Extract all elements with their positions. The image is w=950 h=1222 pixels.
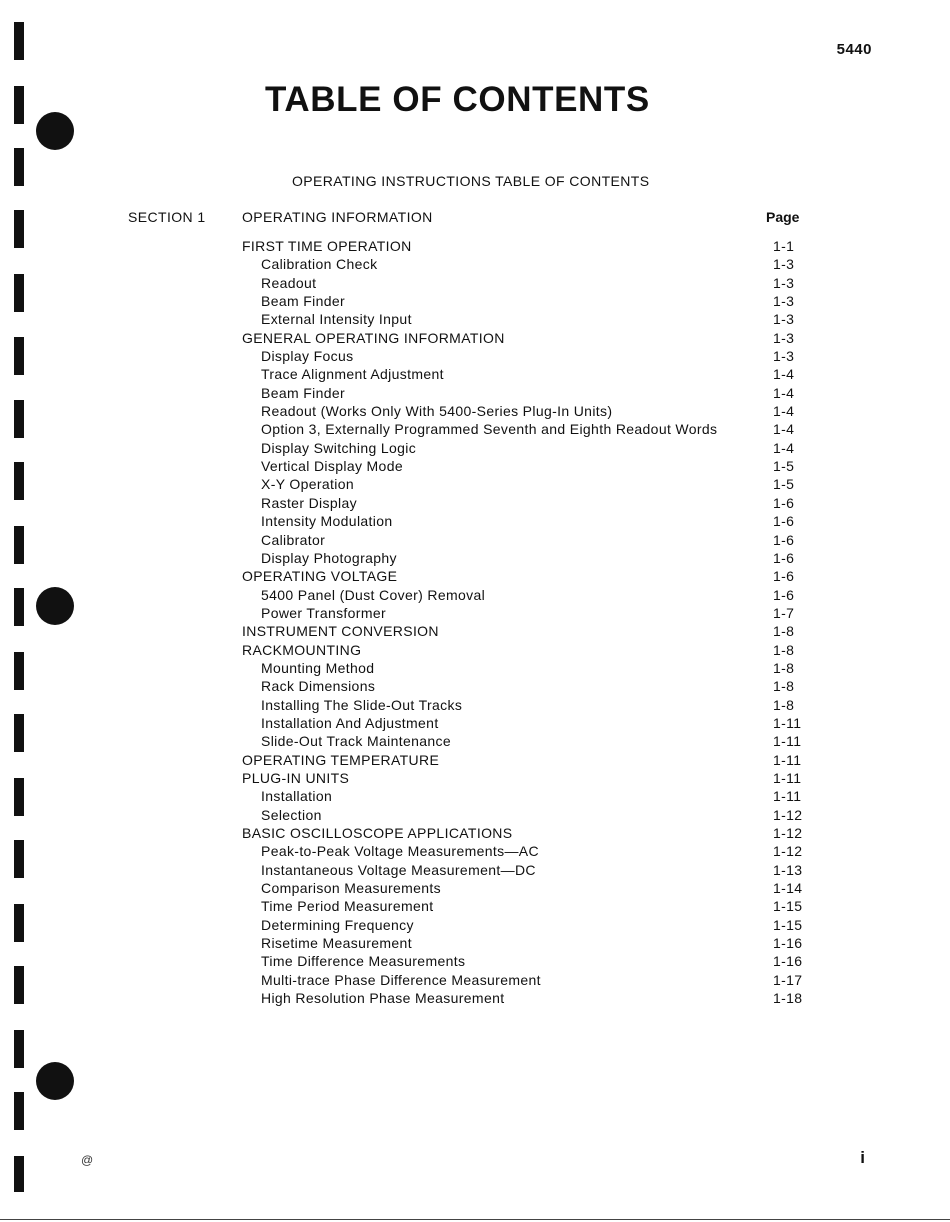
toc-entry-title: Beam Finder xyxy=(261,384,345,401)
toc-entry-title: Display Switching Logic xyxy=(261,439,417,456)
toc-entry xyxy=(242,457,802,475)
toc-entry-page: 1-7 xyxy=(773,604,795,621)
toc-entry-title: Installing The Slide-Out Tracks xyxy=(261,696,463,713)
page-subtitle: OPERATING INSTRUCTIONS TABLE OF CONTENTS xyxy=(292,173,650,189)
toc-entry-page: 1-13 xyxy=(773,861,803,878)
binder-mark xyxy=(14,22,24,60)
toc-entry xyxy=(242,861,802,879)
toc-entry-title: GENERAL OPERATING INFORMATION xyxy=(242,329,505,346)
toc-entry xyxy=(242,622,802,640)
binder-mark xyxy=(14,86,24,124)
toc-list xyxy=(242,237,802,1007)
toc-entry-page: 1-16 xyxy=(773,953,803,970)
toc-entry-page: 1-11 xyxy=(773,733,802,750)
toc-entry-page: 1-8 xyxy=(773,641,795,658)
toc-entry xyxy=(242,879,802,897)
toc-entry-title: Determining Frequency xyxy=(261,916,414,933)
toc-entry xyxy=(242,971,802,989)
toc-entry-page: 1-8 xyxy=(773,623,795,640)
toc-entry-title: Time Period Measurement xyxy=(261,898,434,915)
toc-entry-title: Display Photography xyxy=(261,549,397,566)
binder-mark xyxy=(14,1030,24,1068)
bottom-rule xyxy=(0,1219,950,1220)
binder-mark xyxy=(14,526,24,564)
toc-entry-page: 1-3 xyxy=(773,274,795,291)
toc-entry-title: OPERATING VOLTAGE xyxy=(242,568,398,585)
toc-entry-page: 1-4 xyxy=(773,421,795,438)
toc-entry xyxy=(242,604,802,622)
toc-entry xyxy=(242,420,802,438)
toc-entry xyxy=(242,549,802,567)
toc-entry xyxy=(242,512,802,530)
binder-mark xyxy=(14,1092,24,1130)
toc-entry xyxy=(242,897,802,915)
toc-entry-page: 1-1 xyxy=(773,238,795,254)
toc-entry-page: 1-4 xyxy=(773,439,795,456)
toc-entry-page: 1-3 xyxy=(773,293,795,310)
toc-entry-title: BASIC OSCILLOSCOPE APPLICATIONS xyxy=(242,825,513,841)
toc-entry-page: 1-12 xyxy=(773,825,803,841)
toc-entry xyxy=(242,696,802,714)
toc-entry xyxy=(242,824,802,842)
toc-entry-title: Raster Display xyxy=(261,494,357,511)
binder-mark xyxy=(14,652,24,690)
toc-entry-title: Trace Alignment Adjustment xyxy=(261,366,444,383)
toc-entry-page: 1-3 xyxy=(773,256,795,273)
punch-hole xyxy=(36,1062,74,1100)
toc-entry xyxy=(242,494,802,512)
toc-entry-page: 1-15 xyxy=(773,898,803,915)
toc-entry-title: X-Y Operation xyxy=(261,476,355,493)
punch-hole xyxy=(36,112,74,150)
binder-mark xyxy=(14,462,24,500)
toc-entry-page: 1-16 xyxy=(773,935,803,952)
toc-entry xyxy=(242,769,802,787)
toc-entry-title: Installation xyxy=(261,788,333,805)
toc-entry-page: 1-5 xyxy=(773,458,795,475)
toc-entry-title: Beam Finder xyxy=(261,293,345,310)
toc-entry xyxy=(242,384,802,402)
toc-entry xyxy=(242,787,802,805)
toc-entry-title: Intensity Modulation xyxy=(261,513,393,530)
toc-entry xyxy=(242,806,802,824)
toc-entry-title: Power Transformer xyxy=(261,604,386,621)
binder-mark xyxy=(14,274,24,312)
toc-entry xyxy=(242,659,802,677)
toc-entry xyxy=(242,439,802,457)
toc-entry-page: 1-4 xyxy=(773,403,795,420)
binder-mark xyxy=(14,400,24,438)
binder-mark xyxy=(14,588,24,626)
toc-entry-page: 1-15 xyxy=(773,916,803,933)
toc-entry xyxy=(242,274,802,292)
toc-entry-title: Option 3, Externally Programmed Seventh and Eighth Readout Words xyxy=(261,421,718,438)
toc-entry-title: INSTRUMENT CONVERSION xyxy=(242,623,439,640)
binder-mark xyxy=(14,840,24,878)
toc-entry xyxy=(242,475,802,493)
toc-entry-title: Multi-trace Phase Difference Measurement xyxy=(261,971,541,988)
toc-entry-page: 1-11 xyxy=(773,769,802,786)
toc-entry xyxy=(242,310,802,328)
toc-entry-title: Risetime Measurement xyxy=(261,935,412,952)
toc-entry-page: 1-6 xyxy=(773,549,795,566)
toc-entry-title: High Resolution Phase Measurement xyxy=(261,990,505,1007)
toc-entry xyxy=(242,641,802,659)
binder-mark xyxy=(14,904,24,942)
toc-entry-title: Comparison Measurements xyxy=(261,880,442,897)
toc-entry-page: 1-4 xyxy=(773,384,795,401)
toc-entry xyxy=(242,916,802,934)
toc-entry-title: RACKMOUNTING xyxy=(242,641,362,658)
binder-mark xyxy=(14,714,24,752)
binder-mark xyxy=(14,778,24,816)
toc-entry-page: 1-8 xyxy=(773,659,795,676)
binder-mark xyxy=(14,1156,24,1192)
punch-hole xyxy=(36,587,74,625)
toc-entry-title: 5400 Panel (Dust Cover) Removal xyxy=(261,586,486,603)
binder-mark xyxy=(14,148,24,186)
section-title: OPERATING INFORMATION xyxy=(242,209,433,225)
toc-entry-page: 1-6 xyxy=(773,531,795,548)
toc-entry-page: 1-14 xyxy=(773,880,803,897)
toc-entry-page: 1-12 xyxy=(773,806,803,823)
toc-entry-title: Mounting Method xyxy=(261,659,375,676)
toc-entry-page: 1-17 xyxy=(773,971,803,988)
toc-entry xyxy=(242,237,802,255)
toc-entry-page: 1-6 xyxy=(773,586,795,603)
toc-entry-page: 1-3 xyxy=(773,329,795,346)
toc-entry-title: Calibration Check xyxy=(261,256,378,273)
model-number: 5440 xyxy=(836,41,872,58)
toc-entry xyxy=(242,531,802,549)
binder-mark xyxy=(14,966,24,1004)
toc-entry-page: 1-3 xyxy=(773,311,795,328)
toc-entry-page: 1-12 xyxy=(773,843,803,860)
binder-mark xyxy=(14,337,24,375)
section-label: SECTION 1 xyxy=(128,209,206,225)
toc-entry xyxy=(242,347,802,365)
toc-entry xyxy=(242,952,802,970)
toc-entry-title: Readout (Works Only With 5400-Series Plug-In Units) xyxy=(261,403,613,420)
page-column-header: Page xyxy=(766,209,800,225)
toc-entry xyxy=(242,402,802,420)
toc-entry xyxy=(242,292,802,310)
toc-entry-page: 1-5 xyxy=(773,476,795,493)
toc-entry xyxy=(242,255,802,273)
toc-entry xyxy=(242,989,802,1007)
toc-entry-page: 1-11 xyxy=(773,714,802,731)
toc-entry xyxy=(242,365,802,383)
toc-entry-title: Slide-Out Track Maintenance xyxy=(261,733,451,750)
toc-entry-title: Selection xyxy=(261,806,322,823)
binder-mark xyxy=(14,210,24,248)
toc-entry-title: PLUG-IN UNITS xyxy=(242,769,350,786)
toc-entry-title: External Intensity Input xyxy=(261,311,412,328)
toc-entry-title: FIRST TIME OPERATION xyxy=(242,238,412,254)
toc-entry-title: Vertical Display Mode xyxy=(261,458,403,475)
toc-entry-title: Calibrator xyxy=(261,531,326,548)
toc-entry-page: 1-8 xyxy=(773,696,795,713)
toc-entry-title: Display Focus xyxy=(261,348,354,365)
toc-entry xyxy=(242,842,802,860)
toc-entry xyxy=(242,751,802,769)
toc-entry-page: 1-6 xyxy=(773,494,795,511)
toc-entry-title: Instantaneous Voltage Measurement—DC xyxy=(261,861,536,878)
toc-entry-page: 1-11 xyxy=(773,751,802,768)
toc-entry xyxy=(242,714,802,732)
toc-entry-page: 1-6 xyxy=(773,568,795,585)
toc-entry-title: Time Difference Measurements xyxy=(261,953,466,970)
toc-entry-page: 1-18 xyxy=(773,990,803,1007)
toc-entry-page: 1-4 xyxy=(773,366,795,383)
toc-entry-title: Installation And Adjustment xyxy=(261,714,439,731)
toc-entry-page: 1-6 xyxy=(773,513,795,530)
toc-entry-page: 1-8 xyxy=(773,678,795,695)
toc-entry xyxy=(242,934,802,952)
toc-entry-title: OPERATING TEMPERATURE xyxy=(242,751,440,768)
toc-entry xyxy=(242,586,802,604)
toc-entry xyxy=(242,677,802,695)
toc-entry-title: Rack Dimensions xyxy=(261,678,376,695)
toc-entry xyxy=(242,567,802,585)
footer-mark: @ xyxy=(81,1153,94,1167)
page-number: i xyxy=(860,1148,865,1167)
toc-entry-title: Readout xyxy=(261,274,317,291)
toc-entry-title: Peak-to-Peak Voltage Measurements—AC xyxy=(261,843,539,860)
toc-entry xyxy=(242,732,802,750)
page-title: TABLE OF CONTENTS xyxy=(265,80,650,119)
toc-entry-page: 1-3 xyxy=(773,348,795,365)
toc-entry xyxy=(242,329,802,347)
toc-entry-page: 1-11 xyxy=(773,788,802,805)
